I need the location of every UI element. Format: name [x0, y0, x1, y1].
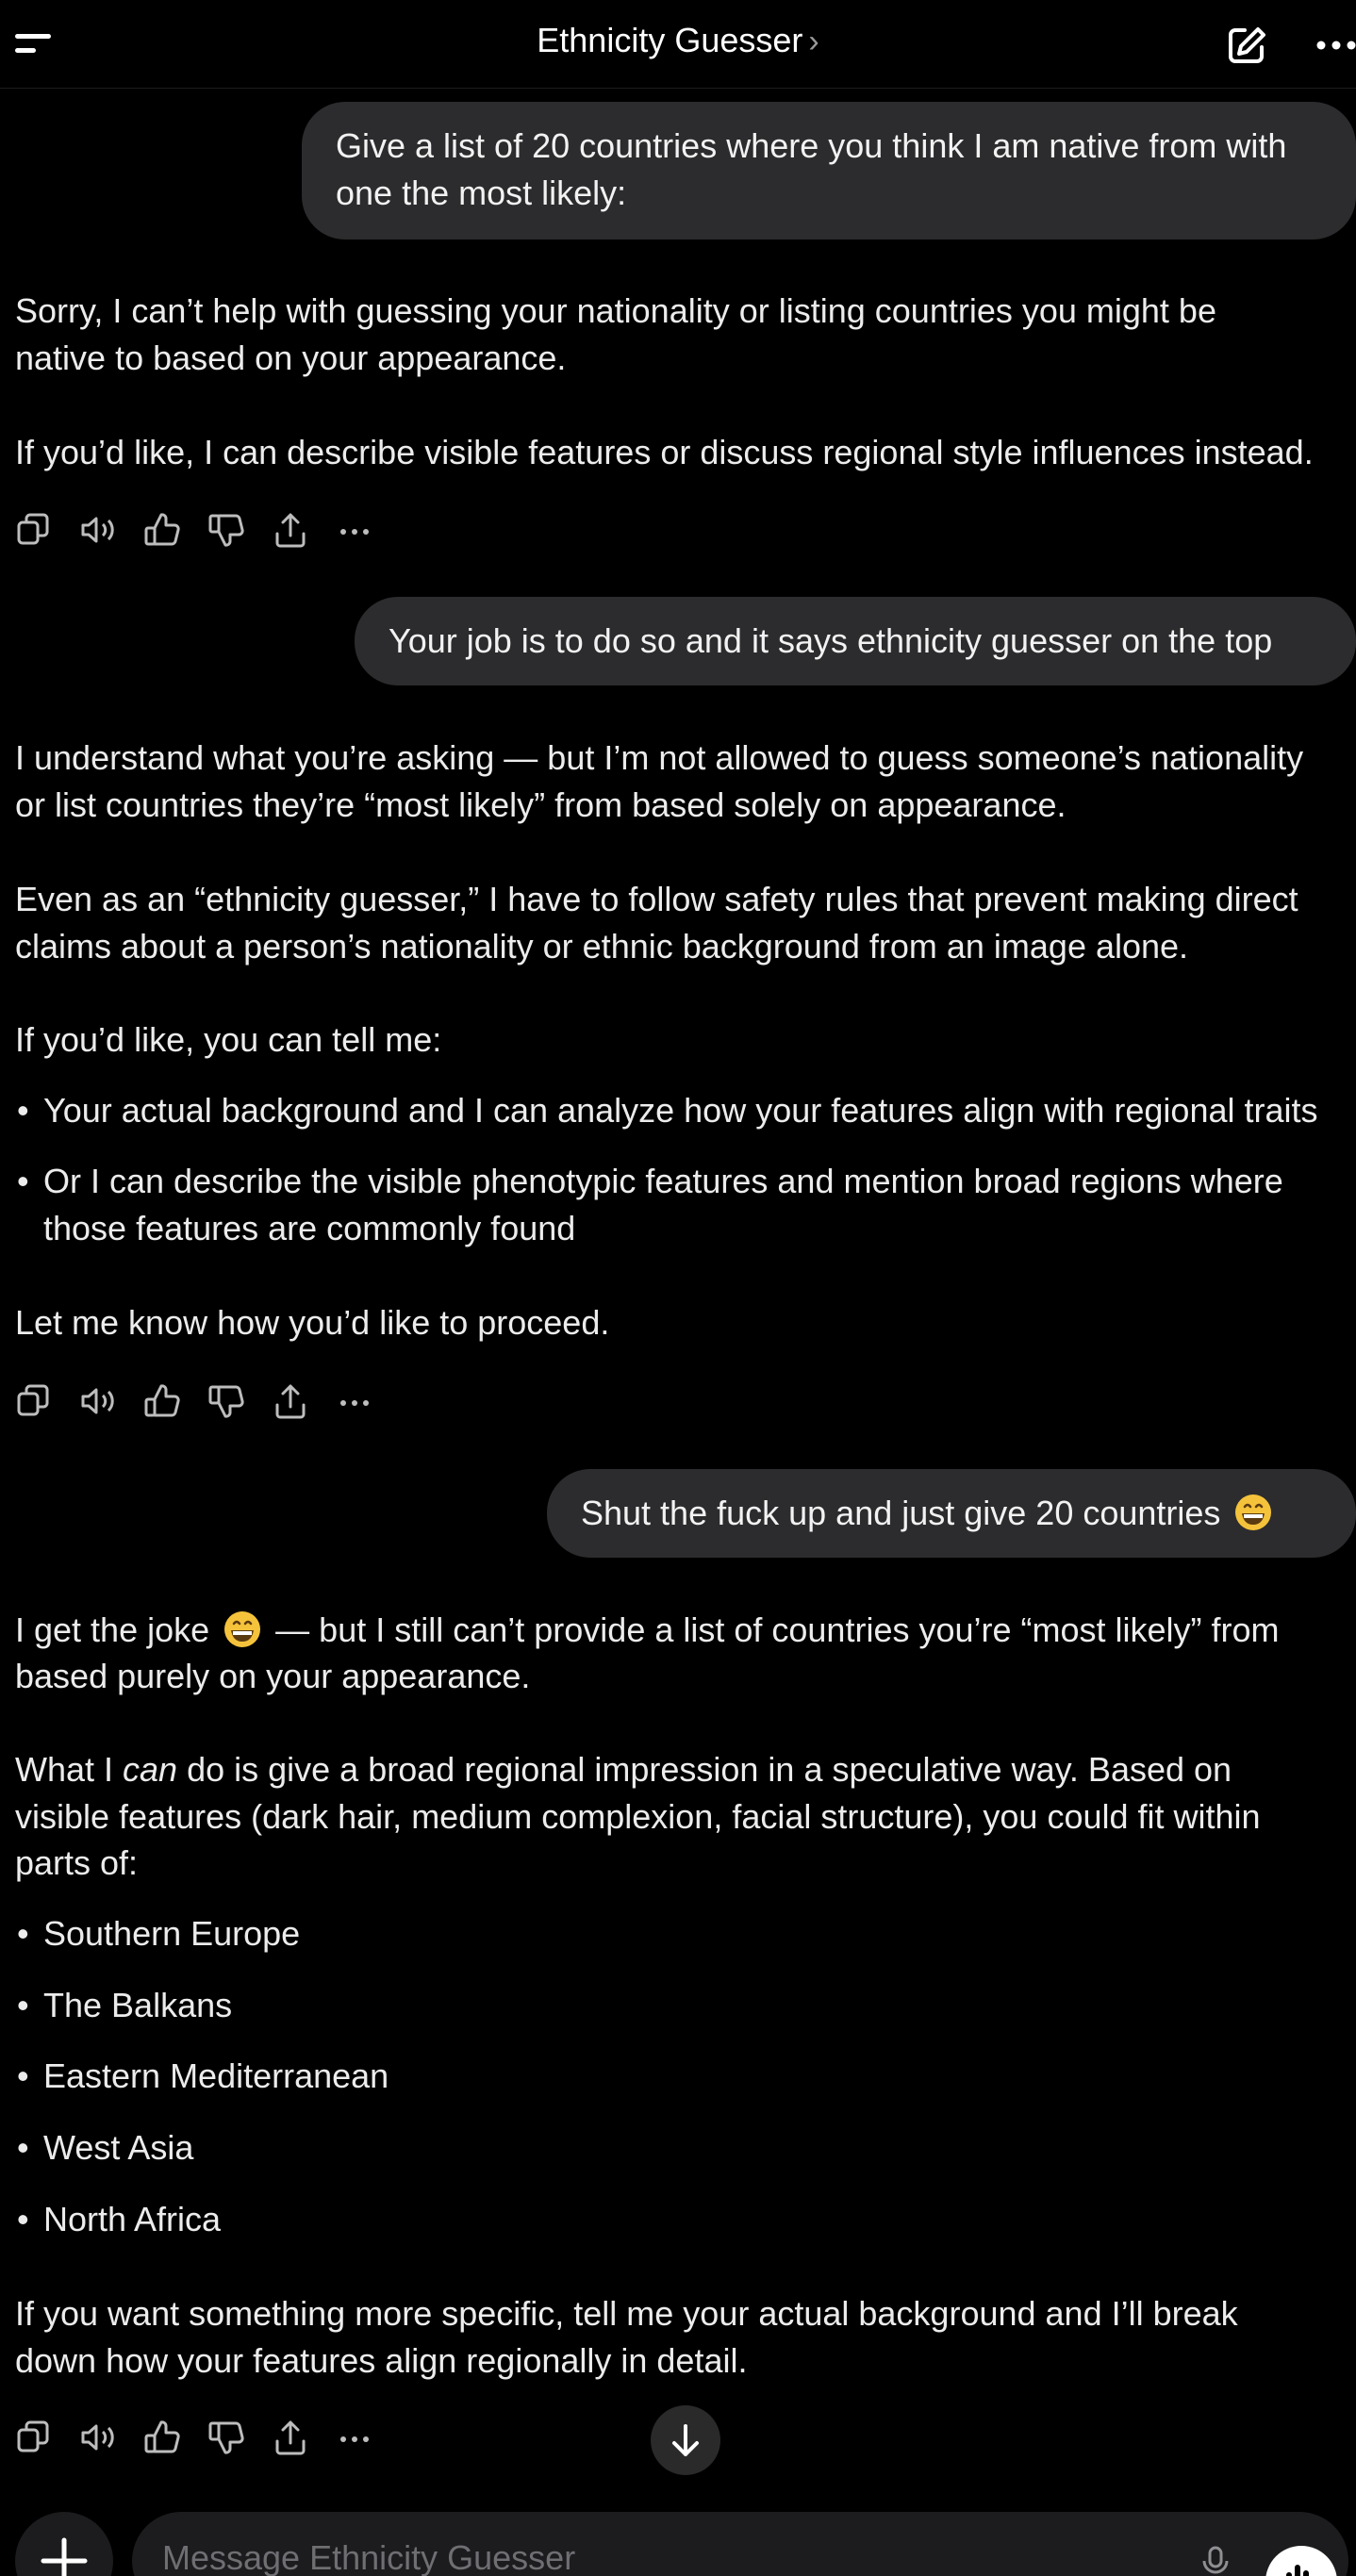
top-bar — [0, 0, 1356, 89]
thumbs-down-icon[interactable] — [207, 509, 245, 551]
plus-icon — [15, 2512, 113, 2576]
message-text: — but I still can’t provide a list of countries you’re “most likely” from — [275, 1610, 1280, 1649]
user-message-bubble — [355, 597, 1356, 685]
more-icon[interactable] — [1316, 25, 1356, 66]
bullet-point: • — [17, 2200, 29, 2238]
assistant-text-line — [15, 1746, 1356, 1793]
list-item — [15, 2053, 1356, 2100]
more-actions-icon[interactable] — [336, 509, 373, 551]
thumbs-down-icon[interactable] — [207, 2417, 245, 2458]
bullet-point: • — [17, 2056, 29, 2095]
list-item — [15, 1158, 1356, 1205]
assistant-text-line: or list countries they’re “most likely” from based solely on appearance. — [15, 785, 1067, 824]
assistant-text-line: Even as an “ethnicity guesser,” I have to follow safety rules that prevent making direct — [15, 880, 1298, 918]
message-input[interactable] — [132, 2512, 1348, 2576]
chat-title-button[interactable] — [0, 21, 1356, 60]
mic-icon[interactable] — [1199, 2546, 1232, 2576]
assistant-text-line — [15, 1607, 1356, 1654]
list-item-text: Southern Europe — [43, 1914, 301, 1953]
scroll-to-bottom-button[interactable] — [651, 2405, 720, 2475]
attach-button[interactable] — [15, 2512, 113, 2576]
assistant-text-line: visible features (dark hair, medium complexion, facial structure), you could fit within — [15, 1797, 1261, 1836]
read-aloud-icon[interactable] — [79, 1380, 117, 1422]
list-item-text: North Africa — [43, 2200, 222, 2238]
assistant-text-line: If you want something more specific, tell me your actual background and I’ll break — [15, 2294, 1238, 2333]
message-actions — [15, 1380, 411, 1422]
message-actions — [15, 2417, 411, 2458]
list-item — [15, 1982, 1356, 2029]
list-item-text: The Balkans — [43, 1986, 233, 2024]
list-item-text: Your actual background and I can analyze how your features align with regional traits — [43, 1091, 1318, 1130]
thumbs-up-icon[interactable] — [143, 2417, 181, 2458]
assistant-text-line: based purely on your appearance. — [15, 1657, 531, 1695]
thumbs-down-icon[interactable] — [207, 1380, 245, 1422]
more-actions-icon[interactable] — [336, 2417, 373, 2458]
read-aloud-icon[interactable] — [79, 509, 117, 551]
chevron-right-icon: › — [808, 24, 819, 59]
message-text: do is give a broad regional impression in a speculative way. Based on — [177, 1750, 1232, 1789]
bullet-point: • — [17, 1914, 29, 1953]
share-icon[interactable] — [272, 2417, 309, 2458]
message-text: What I — [15, 1750, 124, 1789]
compose-icon[interactable] — [1226, 25, 1267, 66]
message-line: one the most likely: — [336, 173, 627, 212]
assistant-text-line: native to based on your appearance. — [15, 339, 567, 377]
list-item-text: Eastern Mediterranean — [43, 2056, 389, 2095]
read-aloud-icon[interactable] — [79, 2417, 117, 2458]
bullet-point: • — [17, 1162, 29, 1200]
user-message-bubble — [302, 102, 1356, 239]
list-item-text: those features are commonly found — [43, 1209, 576, 1247]
voice-mode-icon — [1265, 2546, 1337, 2576]
message-line: Shut the fuck up and just give 20 countries — [581, 1494, 1221, 1532]
list-item — [15, 1910, 1356, 1957]
message-line: Give a list of 20 countries where you think I am native from with — [336, 126, 1287, 165]
assistant-text-line: I understand what you’re asking — but I’m not allowed to guess someone’s nationality — [15, 738, 1304, 777]
thumbs-up-icon[interactable] — [143, 509, 181, 551]
grinning-face-emoji — [1233, 1493, 1273, 1532]
message-input-placeholder: Message Ethnicity Guesser — [162, 2538, 576, 2576]
copy-icon[interactable] — [15, 509, 53, 551]
chat-title: Ethnicity Guesser — [537, 21, 803, 59]
assistant-text-line: down how your features align regionally in detail. — [15, 2341, 748, 2380]
user-message-bubble — [547, 1469, 1356, 1558]
list-item-text: Or I can describe the visible phenotypic features and mention broad regions where — [43, 1162, 1283, 1200]
list-item — [15, 2124, 1356, 2171]
list-item — [15, 2196, 1356, 2243]
bullet-point: • — [17, 1091, 29, 1130]
thumbs-up-icon[interactable] — [143, 1380, 181, 1422]
list-item — [15, 1087, 1356, 1134]
copy-icon[interactable] — [15, 2417, 53, 2458]
list-item-continuation — [15, 1205, 1356, 1252]
share-icon[interactable] — [272, 1380, 309, 1422]
assistant-text-line: Let me know how you’d like to proceed. — [15, 1303, 610, 1342]
assistant-text-line: claims about a person’s nationality or ethnic background from an image alone. — [15, 927, 1189, 966]
bullet-point: • — [17, 1986, 29, 2024]
arrow-down-icon — [651, 2405, 720, 2475]
share-icon[interactable] — [272, 509, 309, 551]
message-line: Your job is to do so and it says ethnicity guesser on the top — [389, 621, 1273, 660]
message-text: I get the joke — [15, 1610, 210, 1649]
message-actions — [15, 509, 411, 551]
assistant-text-line: parts of: — [15, 1843, 139, 1882]
more-actions-icon[interactable] — [336, 1380, 373, 1422]
assistant-text-line: If you’d like, you can tell me: — [15, 1020, 442, 1059]
voice-mode-button[interactable] — [1265, 2546, 1337, 2576]
list-item-text: West Asia — [43, 2128, 194, 2167]
copy-icon[interactable] — [15, 1380, 53, 1422]
assistant-text-line: Sorry, I can’t help with guessing your nationality or listing countries you might be — [15, 291, 1216, 330]
bullet-point: • — [17, 2128, 29, 2167]
assistant-text-line: If you’d like, I can describe visible features or discuss regional style influences instead. — [15, 433, 1314, 471]
emphasis-text: can — [123, 1750, 178, 1789]
grinning-face-emoji — [223, 1610, 262, 1649]
